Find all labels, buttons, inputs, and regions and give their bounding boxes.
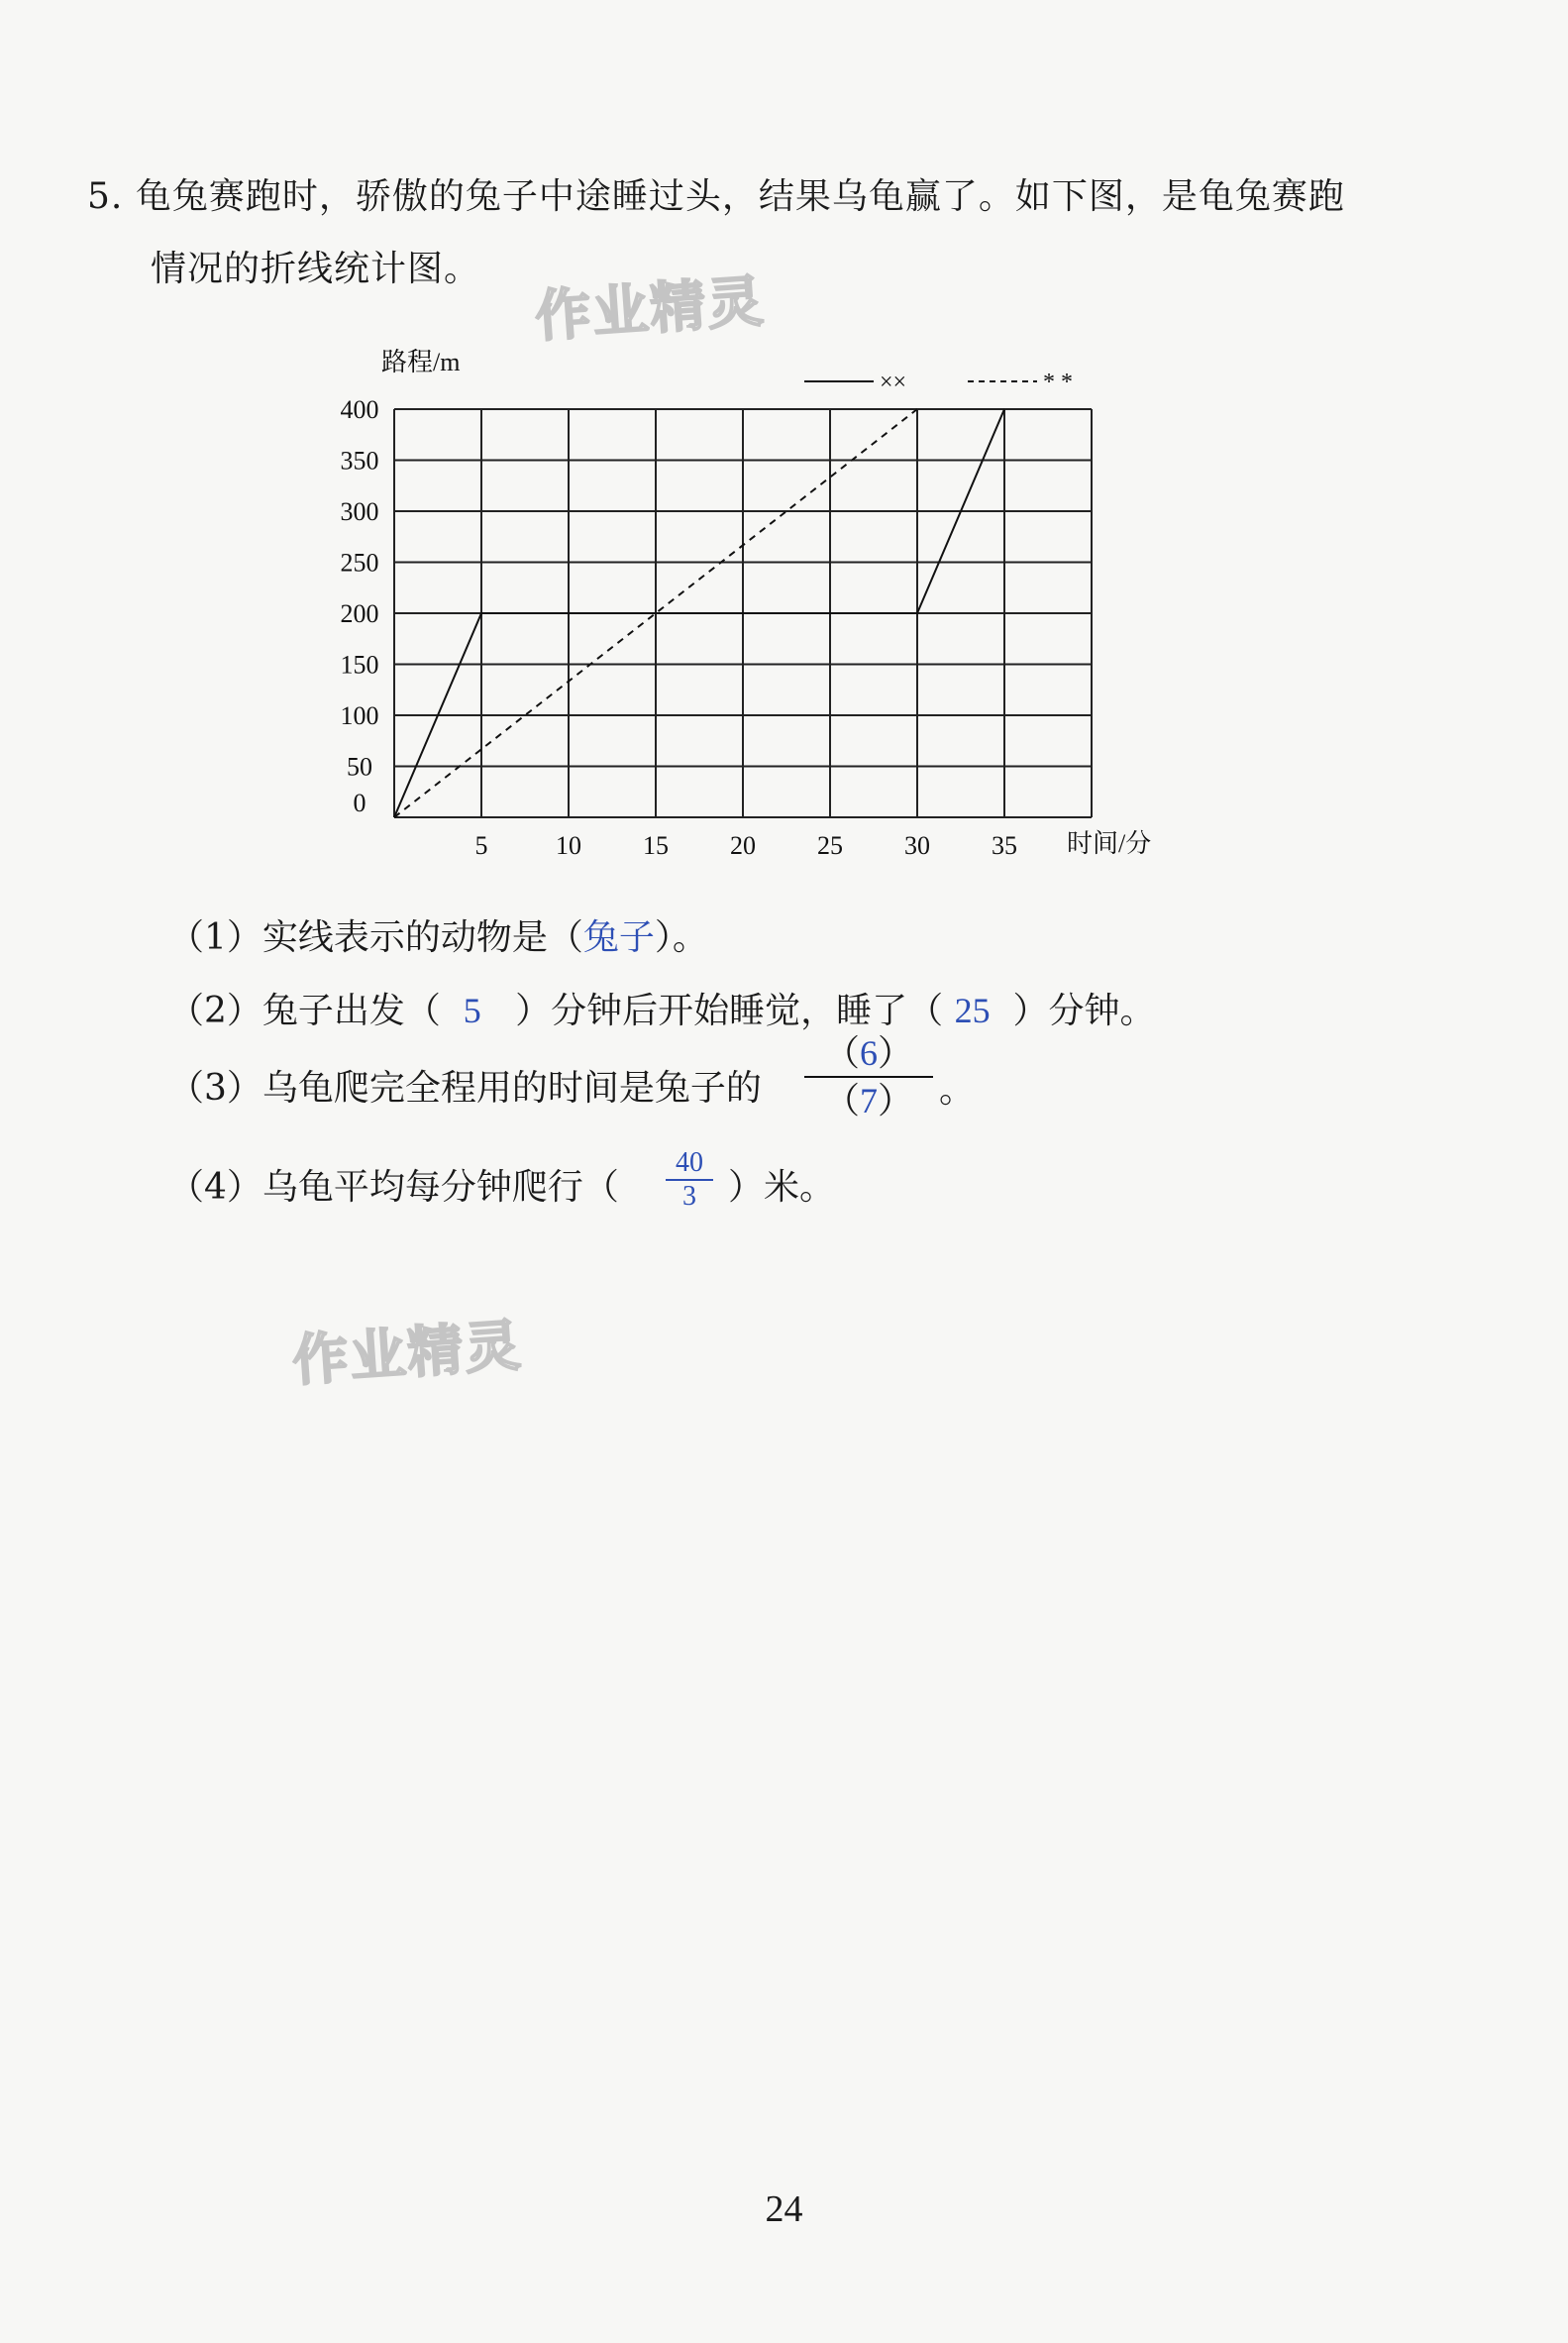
q4-prefix: （4）乌龟平均每分钟爬行（	[168, 1167, 619, 1208]
q1-suffix: ）。	[654, 917, 708, 958]
question-1	[168, 909, 708, 960]
q3-denominator: 7	[860, 1081, 878, 1120]
y-tick-label: 150	[340, 650, 379, 680]
x-tick-label: 35	[992, 831, 1017, 860]
q2-answer-2: 25	[954, 991, 991, 1030]
q2-suffix: ）分钟。	[1012, 991, 1156, 1031]
q3-suffix: 。	[939, 1070, 976, 1111]
question-4	[168, 1159, 619, 1210]
problem-statement-line-2	[151, 241, 480, 291]
q2-middle: ）分钟后开始睡觉，睡了（	[515, 991, 944, 1031]
q3-fraction	[804, 1030, 933, 1123]
q3-den-close: ）	[878, 1081, 914, 1120]
x-tick-label: 25	[817, 831, 843, 860]
q1-answer: 兔子	[582, 917, 655, 957]
y-axis-label: 路程/m	[381, 348, 461, 376]
problem-text-2: 情况的折线统计图。	[151, 249, 481, 289]
legend-dashed-label: * *	[1043, 370, 1073, 395]
q4-numerator: 40	[676, 1147, 703, 1178]
x-tick-label: 15	[643, 831, 669, 860]
q4-fraction	[666, 1147, 713, 1213]
y-tick-label: 300	[340, 497, 379, 526]
q3-num-open: （	[823, 1033, 860, 1073]
question-2	[168, 983, 1156, 1033]
chart-series	[394, 409, 1004, 817]
y-tick-label: 200	[340, 599, 379, 628]
q4-denominator: 3	[682, 1181, 696, 1212]
legend-solid-label: ××	[880, 370, 907, 395]
q2-prefix: （2）兔子出发（	[168, 991, 441, 1031]
chart-ticks	[341, 395, 1018, 860]
problem-text-1: 龟兔赛跑时，骄傲的兔子中途睡过头，结果乌龟赢了。如下图，是龟兔赛跑	[135, 176, 1345, 217]
x-axis-label: 时间/分	[1067, 829, 1152, 858]
x-tick-label: 30	[904, 831, 930, 860]
q3-prefix: （3）乌龟爬完全程用的时间是兔子的	[168, 1068, 762, 1109]
q3-num-close: ）	[878, 1033, 914, 1073]
y-tick-label: 350	[340, 446, 379, 476]
problem-statement-line-1	[87, 168, 1345, 219]
page-number: 24	[765, 2188, 803, 2230]
x-tick-label: 20	[730, 831, 756, 860]
x-tick-label: 10	[556, 831, 581, 860]
y-tick-label: 100	[340, 701, 379, 730]
q3-den-open: （	[823, 1081, 860, 1120]
y-tick-label: 400	[340, 395, 379, 424]
q1-prefix: （1）实线表示的动物是（	[168, 917, 583, 958]
q4-suffix: ）米。	[728, 1167, 836, 1208]
problem-number: 5.	[87, 176, 124, 217]
q3-numerator: 6	[860, 1033, 878, 1073]
y-tick-label: 0	[353, 789, 366, 817]
x-tick-label: 5	[474, 831, 488, 860]
question-3	[168, 1060, 762, 1111]
line-chart	[312, 342, 1184, 877]
q2-answer-1: 5	[463, 991, 481, 1030]
series-line-solid	[394, 409, 1004, 817]
y-tick-label: 50	[347, 752, 372, 782]
watermark-top: 作业精灵	[533, 268, 768, 351]
watermark-bottom: 作业精灵	[290, 1313, 525, 1395]
y-tick-label: 250	[340, 548, 379, 578]
